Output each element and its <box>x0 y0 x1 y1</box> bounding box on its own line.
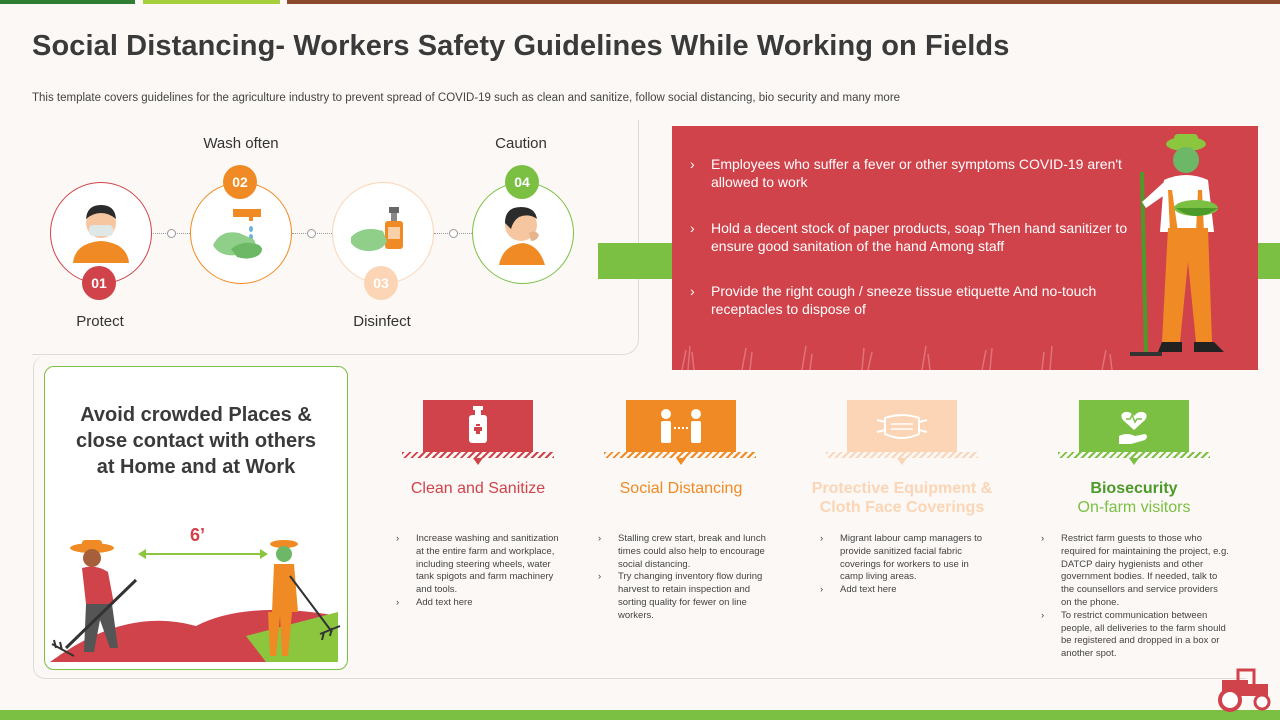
pointer-triangle <box>897 458 907 465</box>
rule-item <box>690 155 1131 191</box>
chevron-right-icon: › <box>690 283 695 299</box>
step-number-badge: 03 <box>364 266 398 300</box>
category-title: Biosecurity <box>1090 480 1178 497</box>
rule-item <box>690 282 1131 318</box>
step-label-disinfect: Disinfect <box>353 313 411 330</box>
list-item: › To restrict communication between people, all deliveries to the farm should be registered and dropped in a box or another spot. <box>1041 610 1231 661</box>
farm-workers-illustration <box>46 536 344 666</box>
category-title: Clean and Sanitize <box>410 480 546 497</box>
category-subtitle: On-farm visitors <box>1077 499 1191 516</box>
chevron-right-icon: › <box>690 156 695 172</box>
list-item: › Try changing inventory flow during harvest to retain inspection and sorting quality for fewer on line workers. <box>598 571 768 622</box>
step-number-badge: 02 <box>223 165 257 199</box>
distance-label: 6’ <box>190 525 206 545</box>
connector-dot <box>167 229 176 238</box>
connector-dot <box>307 229 316 238</box>
list-item: › Restrict farm guests to those who required for maintaining the project, e.g. DATCP dairy hygienists and other government bodies. If needed, talk to the counsellors and service providers on the phone. <box>1041 533 1231 610</box>
rule-text: Hold a decent stock of paper products, soap Then hand sanitizer to ensure good sanitation of the hand Among staff <box>711 220 1128 254</box>
step-label-wash: Wash often <box>203 135 279 152</box>
rule-text: Employees who suffer a fever or other symptoms COVID-19 aren't allowed to work <box>711 156 1122 190</box>
step-number-badge: 04 <box>505 165 539 199</box>
category-title: Protective Equipment & Cloth Face Coverings <box>811 480 993 516</box>
face-mask-icon <box>847 400 957 452</box>
step-number-badge: 01 <box>82 266 116 300</box>
page-title: Social Distancing- Workers Safety Guidelines While Working on Fields <box>32 30 1010 62</box>
rule-text: Provide the right cough / sneeze tissue etiquette And no-touch receptacles to dispose of <box>711 283 1097 317</box>
step-label-protect: Protect <box>76 313 124 330</box>
pointer-triangle <box>676 458 686 465</box>
biosecurity-tile <box>1079 400 1189 452</box>
heart-hand-icon <box>1079 400 1189 452</box>
social-distancing-tile <box>626 400 736 452</box>
step-label-caution: Caution <box>495 135 547 152</box>
protective-equipment-tile <box>847 400 957 452</box>
list-item: › Stalling crew start, break and lunch times could also help to encourage social distancing. <box>598 533 768 571</box>
connector-dot <box>449 229 458 238</box>
tractor-icon <box>1214 666 1274 712</box>
page-subtitle: This template covers guidelines for the agriculture industry to prevent spread of COVID-19 such as clean and sanitize, follow social distancing, bio security and many more <box>32 92 901 104</box>
chevron-right-icon: › <box>690 220 695 236</box>
pointer-triangle <box>1129 458 1139 465</box>
list-item: › Add text here <box>820 584 988 597</box>
top-accent-bar <box>0 0 1280 4</box>
clean-sanitize-tile <box>423 400 533 452</box>
grass-strip <box>0 710 1280 720</box>
list-item: › Add text here <box>396 597 562 610</box>
category-list <box>1041 533 1231 661</box>
hand-sanitizer-icon <box>423 400 533 452</box>
avoid-crowds-title: Avoid crowded Places & close contact with others at Home and at Work <box>75 404 317 478</box>
category-list <box>820 533 988 597</box>
category-title: Social Distancing <box>619 480 743 497</box>
farmer-with-rake-illustration <box>1128 132 1258 362</box>
list-item: › Increase washing and sanitization at the entire farm and workplace, including steering wheels, water tank spigots and farm machinery and tools. <box>396 533 562 597</box>
list-item: › Migrant labour camp managers to provide sanitized facial fabric coverings for workers to use in camp living areas. <box>820 533 988 584</box>
pointer-triangle <box>473 458 483 465</box>
category-list <box>396 533 562 610</box>
category-list <box>598 533 768 623</box>
rule-item <box>690 219 1131 255</box>
distancing-people-icon <box>626 400 736 452</box>
